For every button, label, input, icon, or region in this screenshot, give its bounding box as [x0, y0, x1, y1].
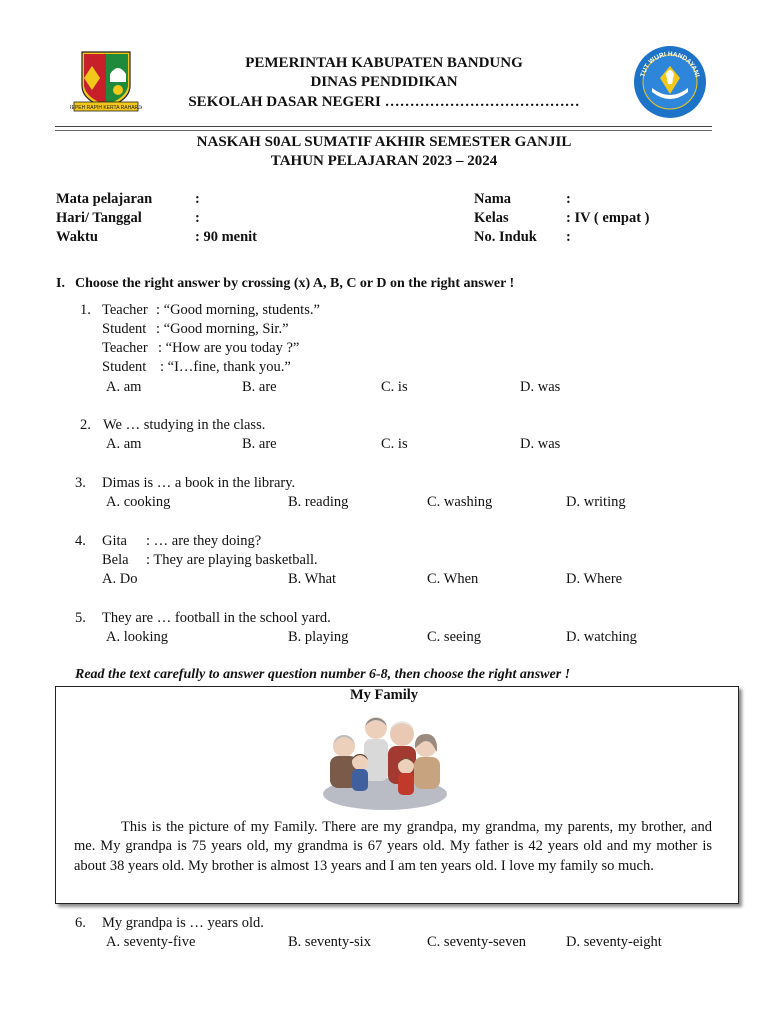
option-b[interactable]: B. are: [242, 379, 277, 395]
option-a[interactable]: A. looking: [106, 629, 169, 645]
info-value-name[interactable]: :: [566, 191, 571, 207]
option-a[interactable]: A. am: [106, 436, 142, 452]
section-number: I.: [56, 276, 65, 291]
info-value-time: : 90 menit: [195, 229, 258, 245]
question-number: 3.: [75, 475, 86, 491]
academic-year: TAHUN PELAJARAN 2023 – 2024: [270, 153, 498, 169]
department-name: DINAS PENDIDIKAN: [310, 74, 458, 90]
question-text: My grandpa is … years old.: [102, 915, 264, 931]
info-value-class: : IV ( empat ): [566, 210, 650, 226]
dialog-line: : “I…fine, thank you.”: [160, 359, 291, 375]
info-label-date: Hari/ Tanggal: [56, 210, 142, 226]
option-c[interactable]: C. seventy-seven: [427, 934, 527, 950]
info-label-subject: Mata pelajaran: [56, 191, 153, 207]
paragraph-text: This is the picture of my Family. There are my grandpa, my grandma, my parents, my brother, and me. My grandpa is 75 years old, my grandma is 67 years old. My father is 42 years old and my mother is about 38 years old. My brother is almost 13 years and I am ten years old. I love my family so much.: [74, 819, 712, 874]
option-a[interactable]: A. seventy-five: [106, 934, 196, 950]
dialog-line: : They are playing basketball.: [146, 552, 318, 568]
info-value-student-id[interactable]: :: [566, 229, 571, 245]
dialog-speaker: Student: [102, 321, 147, 337]
question-text: Dimas is … a book in the library.: [102, 475, 296, 491]
option-b[interactable]: B. are: [242, 436, 277, 452]
school-name: SEKOLAH DASAR NEGERI …………………………………: [188, 94, 580, 110]
reading-paragraph: [74, 818, 712, 876]
option-d[interactable]: D. was: [520, 436, 561, 452]
dialog-speaker: Teacher: [102, 340, 148, 356]
info-label-time: Waktu: [56, 229, 98, 245]
question-number: 2.: [80, 417, 91, 433]
option-d[interactable]: D. seventy-eight: [566, 934, 662, 950]
option-a[interactable]: A. am: [106, 379, 142, 395]
dialog-speaker: Teacher: [102, 302, 148, 318]
logo-motto: TUT WURI HANDAYANI: [639, 50, 701, 78]
option-b[interactable]: B. seventy-six: [288, 934, 371, 950]
option-d[interactable]: D. watching: [566, 629, 637, 645]
option-c[interactable]: C. is: [381, 379, 408, 395]
option-c[interactable]: C. seeing: [427, 629, 481, 645]
option-d[interactable]: D. Where: [566, 571, 623, 587]
info-label-class: Kelas: [474, 210, 509, 226]
family-illustration: [320, 708, 450, 812]
question-text: They are … football in the school yard.: [102, 610, 331, 626]
option-c[interactable]: C. is: [381, 436, 408, 452]
header-divider-bottom: [55, 130, 712, 131]
header-divider-top: [55, 126, 712, 127]
dialog-line: : “Good morning, Sir.”: [156, 321, 289, 337]
option-b[interactable]: B. What: [288, 571, 337, 587]
exam-title: NASKAH S0AL SUMATIF AKHIR SEMESTER GANJIL: [196, 134, 572, 150]
option-a[interactable]: A. cooking: [106, 494, 171, 510]
reading-title: My Family: [349, 687, 419, 703]
option-b[interactable]: B. playing: [288, 629, 349, 645]
question-text: We … studying in the class.: [103, 417, 266, 433]
dialog-line: : … are they doing?: [146, 533, 262, 549]
dialog-line: : “Good morning, students.”: [156, 302, 320, 318]
option-c[interactable]: C. When: [427, 571, 479, 587]
government-name: PEMERINTAH KABUPATEN BANDUNG: [245, 55, 523, 71]
dialog-speaker: Gita: [102, 533, 127, 549]
dialog-speaker: Bela: [102, 552, 129, 568]
question-number: 1.: [80, 302, 91, 318]
option-c[interactable]: C. washing: [427, 494, 493, 510]
question-number: 6.: [75, 915, 86, 931]
reading-instruction: Read the text carefully to answer question number 6-8, then choose the right answer !: [75, 667, 571, 682]
option-d[interactable]: D. writing: [566, 494, 626, 510]
option-a[interactable]: A. Do: [102, 571, 138, 587]
option-d[interactable]: D. was: [520, 379, 561, 395]
info-value-subject[interactable]: :: [195, 191, 200, 207]
info-label-name: Nama: [474, 191, 512, 207]
question-number: 4.: [75, 533, 86, 549]
info-value-date[interactable]: :: [195, 210, 200, 226]
dialog-line: : “How are you today ?”: [158, 340, 300, 356]
section-instruction: Choose the right answer by crossing (x) A, B, C or D on the right answer !: [75, 276, 515, 291]
info-label-student-id: No. Induk: [474, 229, 537, 245]
option-b[interactable]: B. reading: [288, 494, 349, 510]
question-number: 5.: [75, 610, 86, 626]
dialog-speaker: Student: [102, 359, 147, 375]
emblem-motto: REPEH RAPIH KERTA RAHARJA: [70, 105, 142, 111]
